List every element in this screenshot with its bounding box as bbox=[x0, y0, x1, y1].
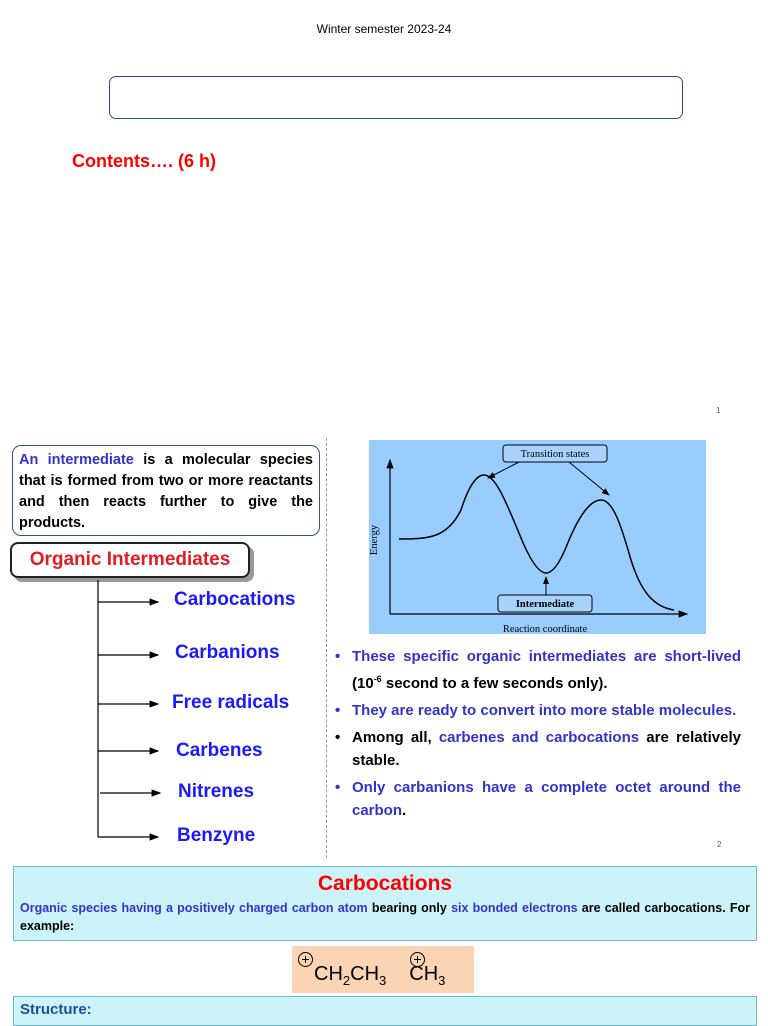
title-box bbox=[109, 76, 683, 119]
structure-label: Structure: bbox=[20, 1001, 92, 1018]
carbocations-title: Carbocations bbox=[317, 872, 453, 895]
desc-black-2: are called carbocations. For example: bbox=[20, 901, 751, 933]
formula-ch: CH bbox=[350, 963, 380, 985]
tree-connectors bbox=[0, 578, 180, 848]
carbocations-panel bbox=[13, 866, 757, 941]
positive-charge-icon bbox=[298, 952, 313, 967]
intermediate-label: Intermediate bbox=[515, 599, 575, 610]
column-divider bbox=[326, 438, 327, 858]
carbocations-description bbox=[20, 899, 750, 935]
bullet-3-blue-text: carbenes and carbocations bbox=[438, 729, 640, 746]
branch-benzyne: Benzyne bbox=[177, 825, 256, 846]
bullet-1-exponent: -6 bbox=[373, 674, 382, 684]
branch-carbocations: Carbocations bbox=[174, 589, 296, 610]
bullet-complete-octet bbox=[333, 776, 741, 822]
branch-carbenes: Carbenes bbox=[176, 740, 263, 761]
desc-black-1: bearing only bbox=[367, 901, 452, 915]
y-axis-label: Energy bbox=[369, 524, 380, 556]
branch-carbanions: Carbanions bbox=[175, 642, 280, 663]
carbocation-formulas bbox=[314, 963, 445, 988]
formula-ch: CH bbox=[314, 963, 343, 985]
bullet-4-period: . bbox=[402, 802, 407, 819]
bullet-ready-convert: • They are ready to convert into more stable molecules. bbox=[333, 699, 741, 722]
x-axis-label: Reaction coordinate bbox=[502, 624, 588, 634]
contents-heading: Contents…. (6 h) bbox=[72, 151, 216, 171]
bullet-1-paren: (10 bbox=[352, 675, 374, 692]
semester-label: Winter semester 2023-24 bbox=[316, 22, 452, 36]
definition-text: is a molecular species that is formed from two or more reactants and then reacts further to give the products. bbox=[19, 452, 313, 531]
definition-box bbox=[12, 445, 320, 536]
branch-nitrenes: Nitrenes bbox=[178, 781, 255, 802]
energy-diagram bbox=[369, 440, 706, 634]
desc-blue-2: six bonded electrons bbox=[451, 901, 578, 915]
formula-sub: 2 bbox=[342, 973, 351, 988]
structure-panel bbox=[13, 996, 757, 1026]
desc-blue-1: Organic species having a positively charged carbon atom bbox=[20, 901, 368, 915]
formula-box bbox=[292, 946, 474, 993]
bullet-3-prefix: Among all, bbox=[352, 729, 439, 746]
organic-intermediates-box: Organic Intermediates bbox=[10, 542, 250, 578]
bullet-3-suffix: are relatively stable. bbox=[352, 729, 741, 769]
formula-sub: 3 bbox=[379, 973, 387, 988]
bullet-4-blue-text: Only carbanions have a complete octet around the carbon bbox=[352, 779, 741, 819]
bullet-list bbox=[333, 645, 741, 826]
bullet-1-black-text bbox=[352, 675, 608, 692]
page-number-2: 2 bbox=[717, 840, 722, 849]
formula-ch: CH bbox=[409, 963, 439, 985]
page-number-1: 1 bbox=[716, 406, 721, 415]
bullet-1-duration: second to a few seconds only). bbox=[381, 675, 608, 692]
branch-free-radicals: Free radicals bbox=[172, 692, 290, 713]
transition-states-label: Transition states bbox=[520, 449, 590, 460]
bullet-1-blue-text: These specific organic intermediates are short-lived bbox=[352, 648, 741, 665]
formula-sub: 3 bbox=[438, 973, 446, 988]
bullet-short-lived bbox=[333, 645, 741, 695]
definition-term: An intermediate bbox=[19, 452, 134, 468]
bullet-relatively-stable bbox=[333, 726, 741, 772]
